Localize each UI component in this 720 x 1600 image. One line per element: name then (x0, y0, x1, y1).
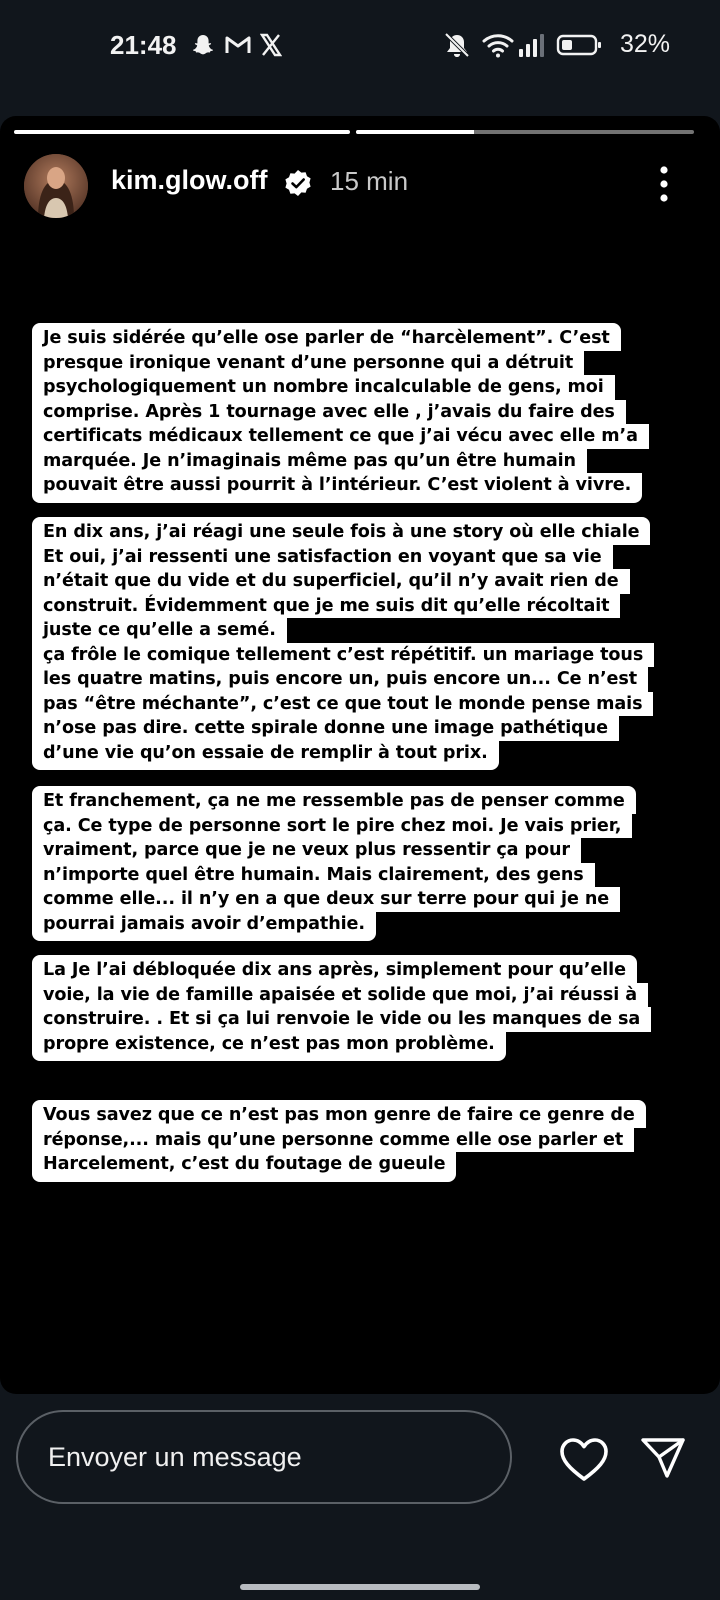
story-text-line (32, 400, 700, 425)
message-placeholder: Envoyer un message (48, 1442, 302, 1472)
story-text-line (32, 716, 700, 741)
story-text-line (32, 569, 700, 594)
story-text: Et oui, j’ai ressenti une satisfaction en voyant que sa vie (32, 545, 613, 570)
story-username[interactable]: kim.glow.off (111, 165, 268, 195)
story-text-block (32, 323, 700, 503)
story-text: Je suis sidérée qu’elle ose parler de “harcèlement”. C’est (32, 323, 621, 351)
x-icon (260, 33, 282, 57)
story-progress-1 (14, 130, 350, 134)
story-text: n’importe quel être humain. Mais clairement, des gens (32, 863, 595, 888)
story-text-line (32, 473, 700, 503)
story-text-line (32, 814, 700, 839)
story-text: ça frôle le comique tellement c’est répétitif. un mariage tous (32, 643, 654, 668)
story-timestamp: 15 min (330, 166, 409, 196)
story-text: pourrai jamais avoir d’empathie. (32, 912, 376, 942)
story-text: Harcelement, c’est du foutage de gueule (32, 1152, 456, 1182)
avatar[interactable] (24, 154, 88, 218)
story-text-line (32, 786, 700, 814)
story-text-line (32, 545, 700, 570)
story-text: les quatre matins, puis encore un, puis encore un... Ce n’est (32, 667, 648, 692)
send-icon[interactable] (640, 1437, 686, 1479)
story-text: pouvait être aussi pourrit à l’intérieur. C’est violent à vivre. (32, 473, 642, 503)
story-text-line (32, 424, 700, 449)
home-indicator[interactable] (240, 1584, 480, 1590)
story-text-line (32, 449, 700, 474)
story-progress-2 (356, 130, 694, 134)
battery-icon (556, 32, 602, 58)
avatar-image (24, 154, 88, 218)
story-text-line (32, 375, 700, 400)
story-text-line (32, 1100, 700, 1128)
story-text-line (32, 838, 700, 863)
verified-badge-icon (284, 169, 312, 197)
story-text: voie, la vie de famille apaisée et solide que moi, j’ai réussi à (32, 983, 648, 1008)
story-text-line (32, 887, 700, 912)
story-text-block (32, 517, 700, 770)
more-options-icon[interactable] (656, 164, 672, 204)
story-text: juste ce qu’elle a semé. (32, 618, 287, 643)
story-text-line (32, 517, 700, 545)
mute-icon (443, 32, 471, 58)
story-text-line (32, 955, 700, 983)
story-text-line (32, 351, 700, 376)
story-text: comme elle... il n’y en a que deux sur terre pour qui je ne (32, 887, 620, 912)
story-text: La Je l’ai débloquée dix ans après, simplement pour qu’elle (32, 955, 637, 983)
story-text: construit. Évidemment que je me suis dit qu’elle récoltait (32, 594, 620, 619)
story-text-line (32, 863, 700, 888)
story-text: ça. Ce type de personne sort le pire chez moi. Je vais prier, (32, 814, 632, 839)
story-viewer[interactable] (0, 116, 720, 1394)
status-time: 21:48 (110, 30, 177, 60)
story-text: Vous savez que ce n’est pas mon genre de faire ce genre de (32, 1100, 646, 1128)
story-text-line (32, 741, 700, 771)
heart-icon[interactable] (559, 1437, 609, 1483)
story-text-line (32, 692, 700, 717)
status-bar (0, 0, 720, 92)
story-progress-fill (14, 130, 350, 134)
story-text: psychologiquement un nombre incalculable de gens, moi (32, 375, 615, 400)
story-text: n’était que du vide et du superficiel, qu’il n’y avait rien de (32, 569, 630, 594)
story-text-block (32, 786, 700, 941)
gmail-icon (225, 33, 251, 57)
reply-bar (0, 1394, 720, 1600)
signal-icon (518, 32, 546, 58)
message-input[interactable] (16, 1410, 512, 1504)
story-text-line (32, 323, 700, 351)
story-text: certificats médicaux tellement ce que j’ai vécu avec elle m’a (32, 424, 649, 449)
story-text-line (32, 618, 700, 643)
story-progress-fill (356, 130, 474, 134)
story-text: En dix ans, j’ai réagi une seule fois à une story où elle chiale (32, 517, 650, 545)
story-text: pas “être méchante”, c’est ce que tout le monde pense mais (32, 692, 653, 717)
story-text-line (32, 1128, 700, 1153)
story-text-line (32, 1007, 700, 1032)
story-text: comprise. Après 1 tournage avec elle , j’avais du faire des (32, 400, 626, 425)
story-text: presque ironique venant d’une personne qui a détruit (32, 351, 584, 376)
story-text: n’ose pas dire. cette spirale donne une image pathétique (32, 716, 619, 741)
story-text-line (32, 912, 700, 942)
story-text: marquée. Je n’imaginais même pas qu’un être humain (32, 449, 587, 474)
story-text-line (32, 594, 700, 619)
battery-percent: 32% (620, 30, 671, 58)
story-text: Et franchement, ça ne me ressemble pas de penser comme (32, 786, 636, 814)
story-text-line (32, 983, 700, 1008)
story-text-line (32, 643, 700, 668)
snapchat-icon (191, 33, 215, 57)
story-text-block (32, 955, 700, 1061)
story-text-block (32, 1100, 700, 1182)
story-text-line (32, 667, 700, 692)
story-text-line (32, 1032, 700, 1062)
wifi-icon (482, 32, 514, 58)
story-text: réponse,... mais qu’une personne comme elle ose parler et (32, 1128, 634, 1153)
story-text: propre existence, ce n’est pas mon problème. (32, 1032, 506, 1062)
story-text: construire. . Et si ça lui renvoie le vide ou les manques de sa (32, 1007, 651, 1032)
story-text: vraiment, parce que je ne veux plus ressentir ça pour (32, 838, 581, 863)
story-text-line (32, 1152, 700, 1182)
story-text: d’une vie qu’on essaie de remplir à tout prix. (32, 741, 499, 771)
